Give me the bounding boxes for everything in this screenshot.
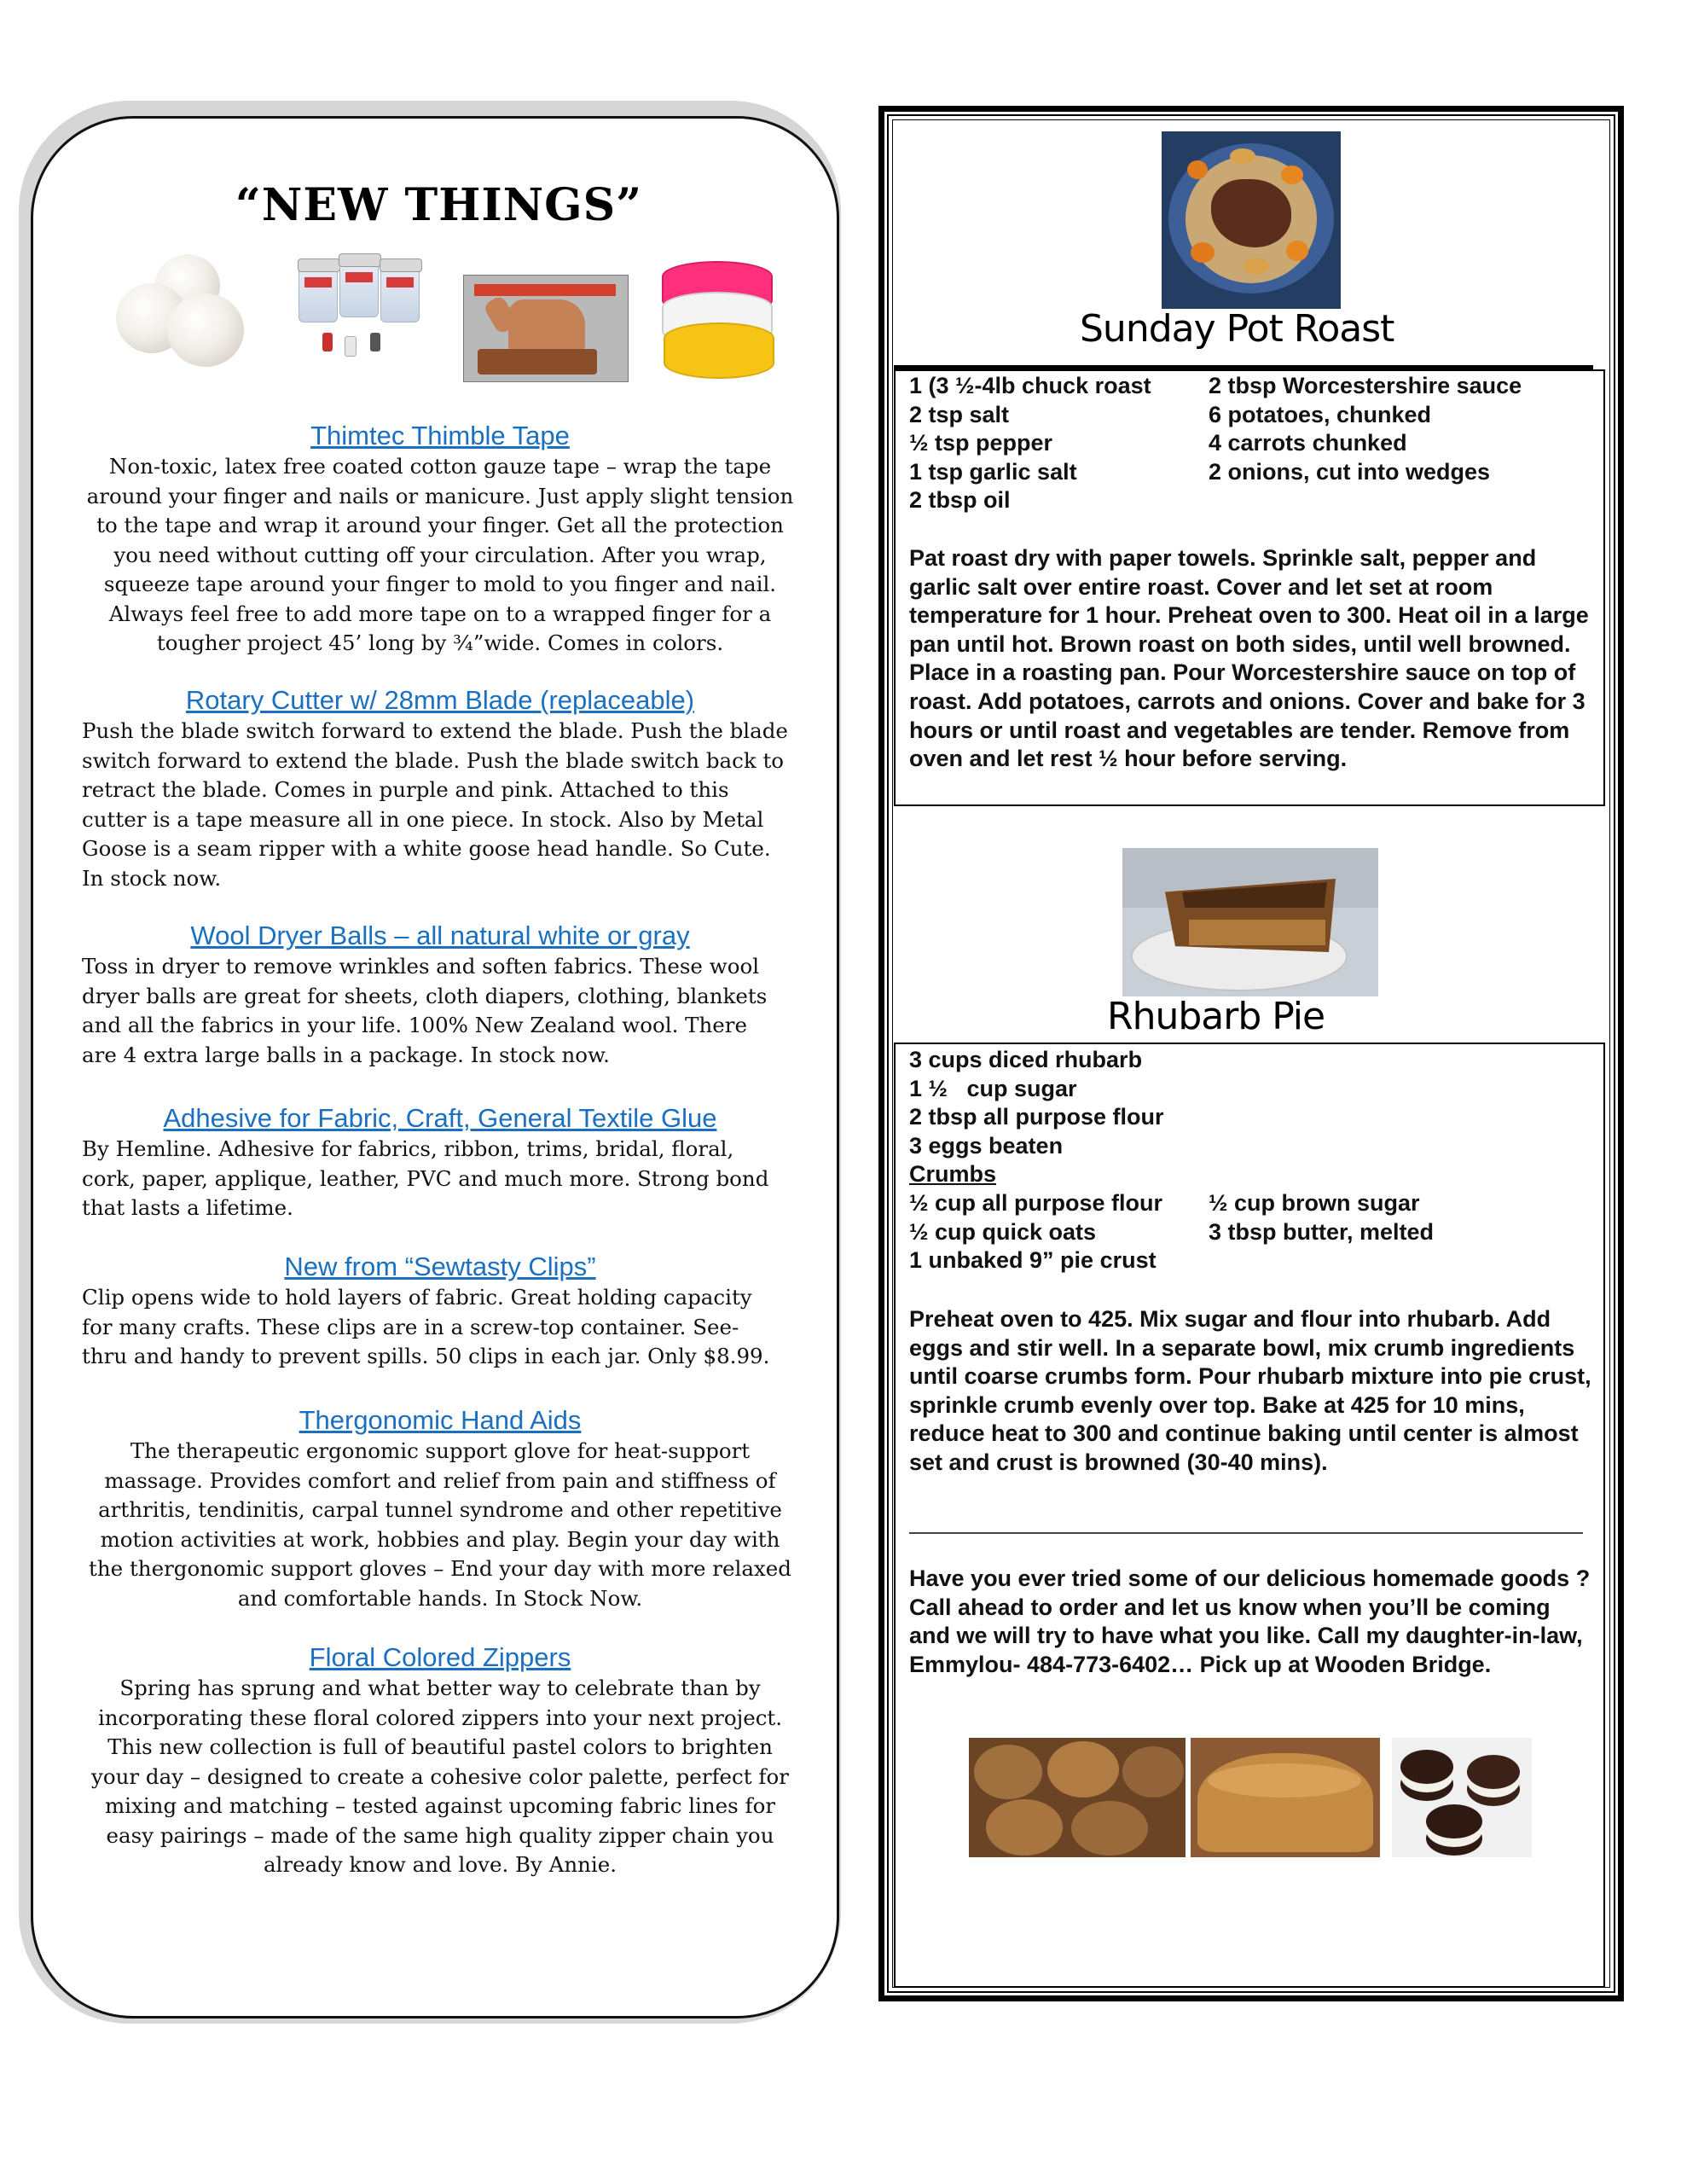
cookies-photo bbox=[969, 1738, 1186, 1857]
ingredient: ½ tsp pepper bbox=[909, 430, 1053, 456]
ingredient: 2 tsp salt bbox=[909, 401, 1010, 427]
ingredient: 6 potatoes, chunked bbox=[1209, 401, 1432, 427]
sewtasty-clips-image bbox=[295, 251, 432, 362]
bread-photo bbox=[1191, 1738, 1380, 1857]
hand-aid-image bbox=[463, 275, 629, 382]
ingredient: ½ cup quick oats bbox=[909, 1218, 1097, 1245]
item-hand-aids bbox=[82, 1404, 798, 1613]
rhubarb-pie-photo bbox=[1122, 848, 1378, 996]
item-heading[interactable]: New from “Sewtasty Clips” bbox=[284, 1252, 596, 1281]
ingredient: 2 onions, cut into wedges bbox=[1209, 458, 1491, 485]
rhubarb-pie-title: Rhubarb Pie bbox=[1107, 995, 1325, 1038]
ingredient: 3 tbsp butter, melted bbox=[1209, 1218, 1435, 1245]
item-description: By Hemline. Adhesive for fabrics, ribbon, trims, bridal, floral, cork, paper, applique, leather, PVC and much more. Strong bond that lasts a lifetime. bbox=[82, 1136, 769, 1220]
item-description: Push the blade switch forward to extend the blade. Push the blade switch forward to extend the blade. Push the blade switch back to retract the blade. Comes in purple and pink. Attached to this cutter is a tape measure all in one piece. In stock. Also by Metal Goose is a seam ripper with a white goose head handle. So Cute. In stock now. bbox=[82, 718, 788, 891]
item-textile-glue bbox=[82, 1102, 798, 1223]
rhubarb-crumbs-right bbox=[1209, 1189, 1434, 1246]
ingredient: 1 tsp garlic salt bbox=[909, 458, 1077, 485]
divider bbox=[909, 1532, 1583, 1534]
item-floral-zippers bbox=[82, 1641, 798, 1880]
crumbs-label: Crumbs bbox=[909, 1161, 997, 1188]
ingredient: ½ cup all purpose flour bbox=[909, 1189, 1163, 1216]
item-heading[interactable]: Floral Colored Zippers bbox=[309, 1642, 571, 1672]
whoopie-pies-photo bbox=[1392, 1738, 1532, 1857]
pot-roast-ingredients-left bbox=[909, 372, 1151, 515]
item-description: Toss in dryer to remove wrinkles and soften fabrics. These wool dryer balls are great for sheets, cloth diapers, clothing, blankets and all the fabrics in your life. 100% New Zealand wool. There are 4 extra large balls in a package. In stock now. bbox=[82, 954, 768, 1067]
item-description: Spring has sprung and what better way to celebrate than by incorporating these floral colored zippers into your next project. This new collection is full of beautiful pastel colors to brighten your day – designed to create a cohesive color palette, perfect for mixing and matching – tested against upcoming fabric lines for easy pairings – made of the same high quality zipper chain you already know and love. By Annie. bbox=[91, 1676, 789, 1877]
ingredient: 2 tbsp all purpose flour bbox=[909, 1104, 1164, 1130]
ingredient: 3 cups diced rhubarb bbox=[909, 1047, 1143, 1072]
ingredient: ½ cup brown sugar bbox=[1209, 1190, 1420, 1216]
item-heading[interactable]: Adhesive for Fabric, Craft, General Textile Glue bbox=[163, 1103, 717, 1133]
ingredient: 4 carrots chunked bbox=[1209, 430, 1407, 456]
ingredient: 2 tbsp Worcestershire sauce bbox=[1209, 373, 1522, 398]
item-sewtasty-clips bbox=[82, 1251, 798, 1372]
rhubarb-directions: Preheat oven to 425. Mix sugar and flour into rhubarb. Add eggs and stir well. In a separate bowl, mix crumb ingredients until coarse crumbs form. Pour rhubarb mixture into pie crust, sprinkle crumb evenly over top. Bake at 425 for 10 mins, reduce heat to 300 and continue baking until center is almost set and crust is browned (30-40 mins). bbox=[909, 1306, 1591, 1475]
pot-roast-title: Sunday Pot Roast bbox=[1080, 307, 1394, 351]
pot-roast-ingredients-right bbox=[1209, 372, 1522, 486]
item-description: Clip opens wide to hold layers of fabric. Great holding capacity for many crafts. These clips are in a screw-top container. See-thru and handy to prevent spills. 50 clips in each jar. Only $8.99. bbox=[82, 1285, 770, 1368]
item-description: The therapeutic ergonomic support glove for heat-support massage. Provides comfort and relief from pain and stiffness of arthritis, tendinitis, carpal tunnel syndrome and other repetitive motion activities at work, hobbies and play. Begin your day with the thergonomic support gloves – End your day with more relaxed and comfortable hands. In Stock Now. bbox=[89, 1438, 791, 1611]
ingredient: 1 ½ cup sugar bbox=[909, 1075, 1077, 1101]
item-heading[interactable]: Thergonomic Hand Aids bbox=[299, 1405, 582, 1435]
item-heading[interactable]: Wool Dryer Balls – all natural white or gray bbox=[190, 921, 690, 950]
item-heading[interactable]: Thimtec Thimble Tape bbox=[310, 421, 570, 450]
item-wool-dryer-balls bbox=[82, 920, 798, 1070]
rhubarb-ingredients bbox=[909, 1046, 1164, 1275]
ingredient: 1 (3 ½-4lb chuck roast bbox=[909, 373, 1151, 398]
ingredient: 3 eggs beaten bbox=[909, 1132, 1064, 1159]
item-thimble-tape bbox=[82, 420, 798, 659]
item-description: Non-toxic, latex free coated cotton gauze tape – wrap the tape around your finger and nails or manicure. Just apply slight tension to the tape and wrap it around your finger. Get all the protection you need without cutting off your circulation. After you wrap, squeeze tape around your finger to mold to you finger and nail. Always feel free to add more tape on to a wrapped finger for a tougher project 45’ long by ¾”wide. Comes in colors. bbox=[86, 454, 794, 655]
pot-roast-directions: Pat roast dry with paper towels. Sprinkle salt, pepper and garlic salt over entire roast. Cover and let set at room temperature for 1 hour. Preheat oven to 300. Heat oil in a large pan until hot. Brown roast on both sides, until well browned. Place in a roasting pan. Pour Worcestershire sauce on top of roast. Add potatoes, carrots and onions. Cover and bake for 3 hours or until roast and vegetables are tender. Remove from oven and let rest ½ hour before serving. bbox=[909, 545, 1589, 772]
new-things-title: “NEW THINGS” bbox=[235, 179, 643, 231]
pot-roast-photo bbox=[1162, 131, 1341, 309]
thimble-tape-image bbox=[662, 261, 773, 377]
item-heading[interactable]: Rotary Cutter w/ 28mm Blade (replaceable) bbox=[185, 685, 695, 715]
ingredient: 2 tbsp oil bbox=[909, 487, 1011, 514]
item-rotary-cutter bbox=[82, 684, 798, 893]
homemade-goods-note: Have you ever tried some of our delicious homemade goods ? Call ahead to order and let us know when you’ll be coming and we will try to have what you like. Call my daughter-in-law, Emmylou- 484-773-6402… Pick up at Wooden Bridge. bbox=[909, 1565, 1591, 1677]
dryer-balls-image bbox=[116, 254, 252, 365]
ingredient: 1 unbaked 9” pie crust bbox=[909, 1247, 1157, 1274]
